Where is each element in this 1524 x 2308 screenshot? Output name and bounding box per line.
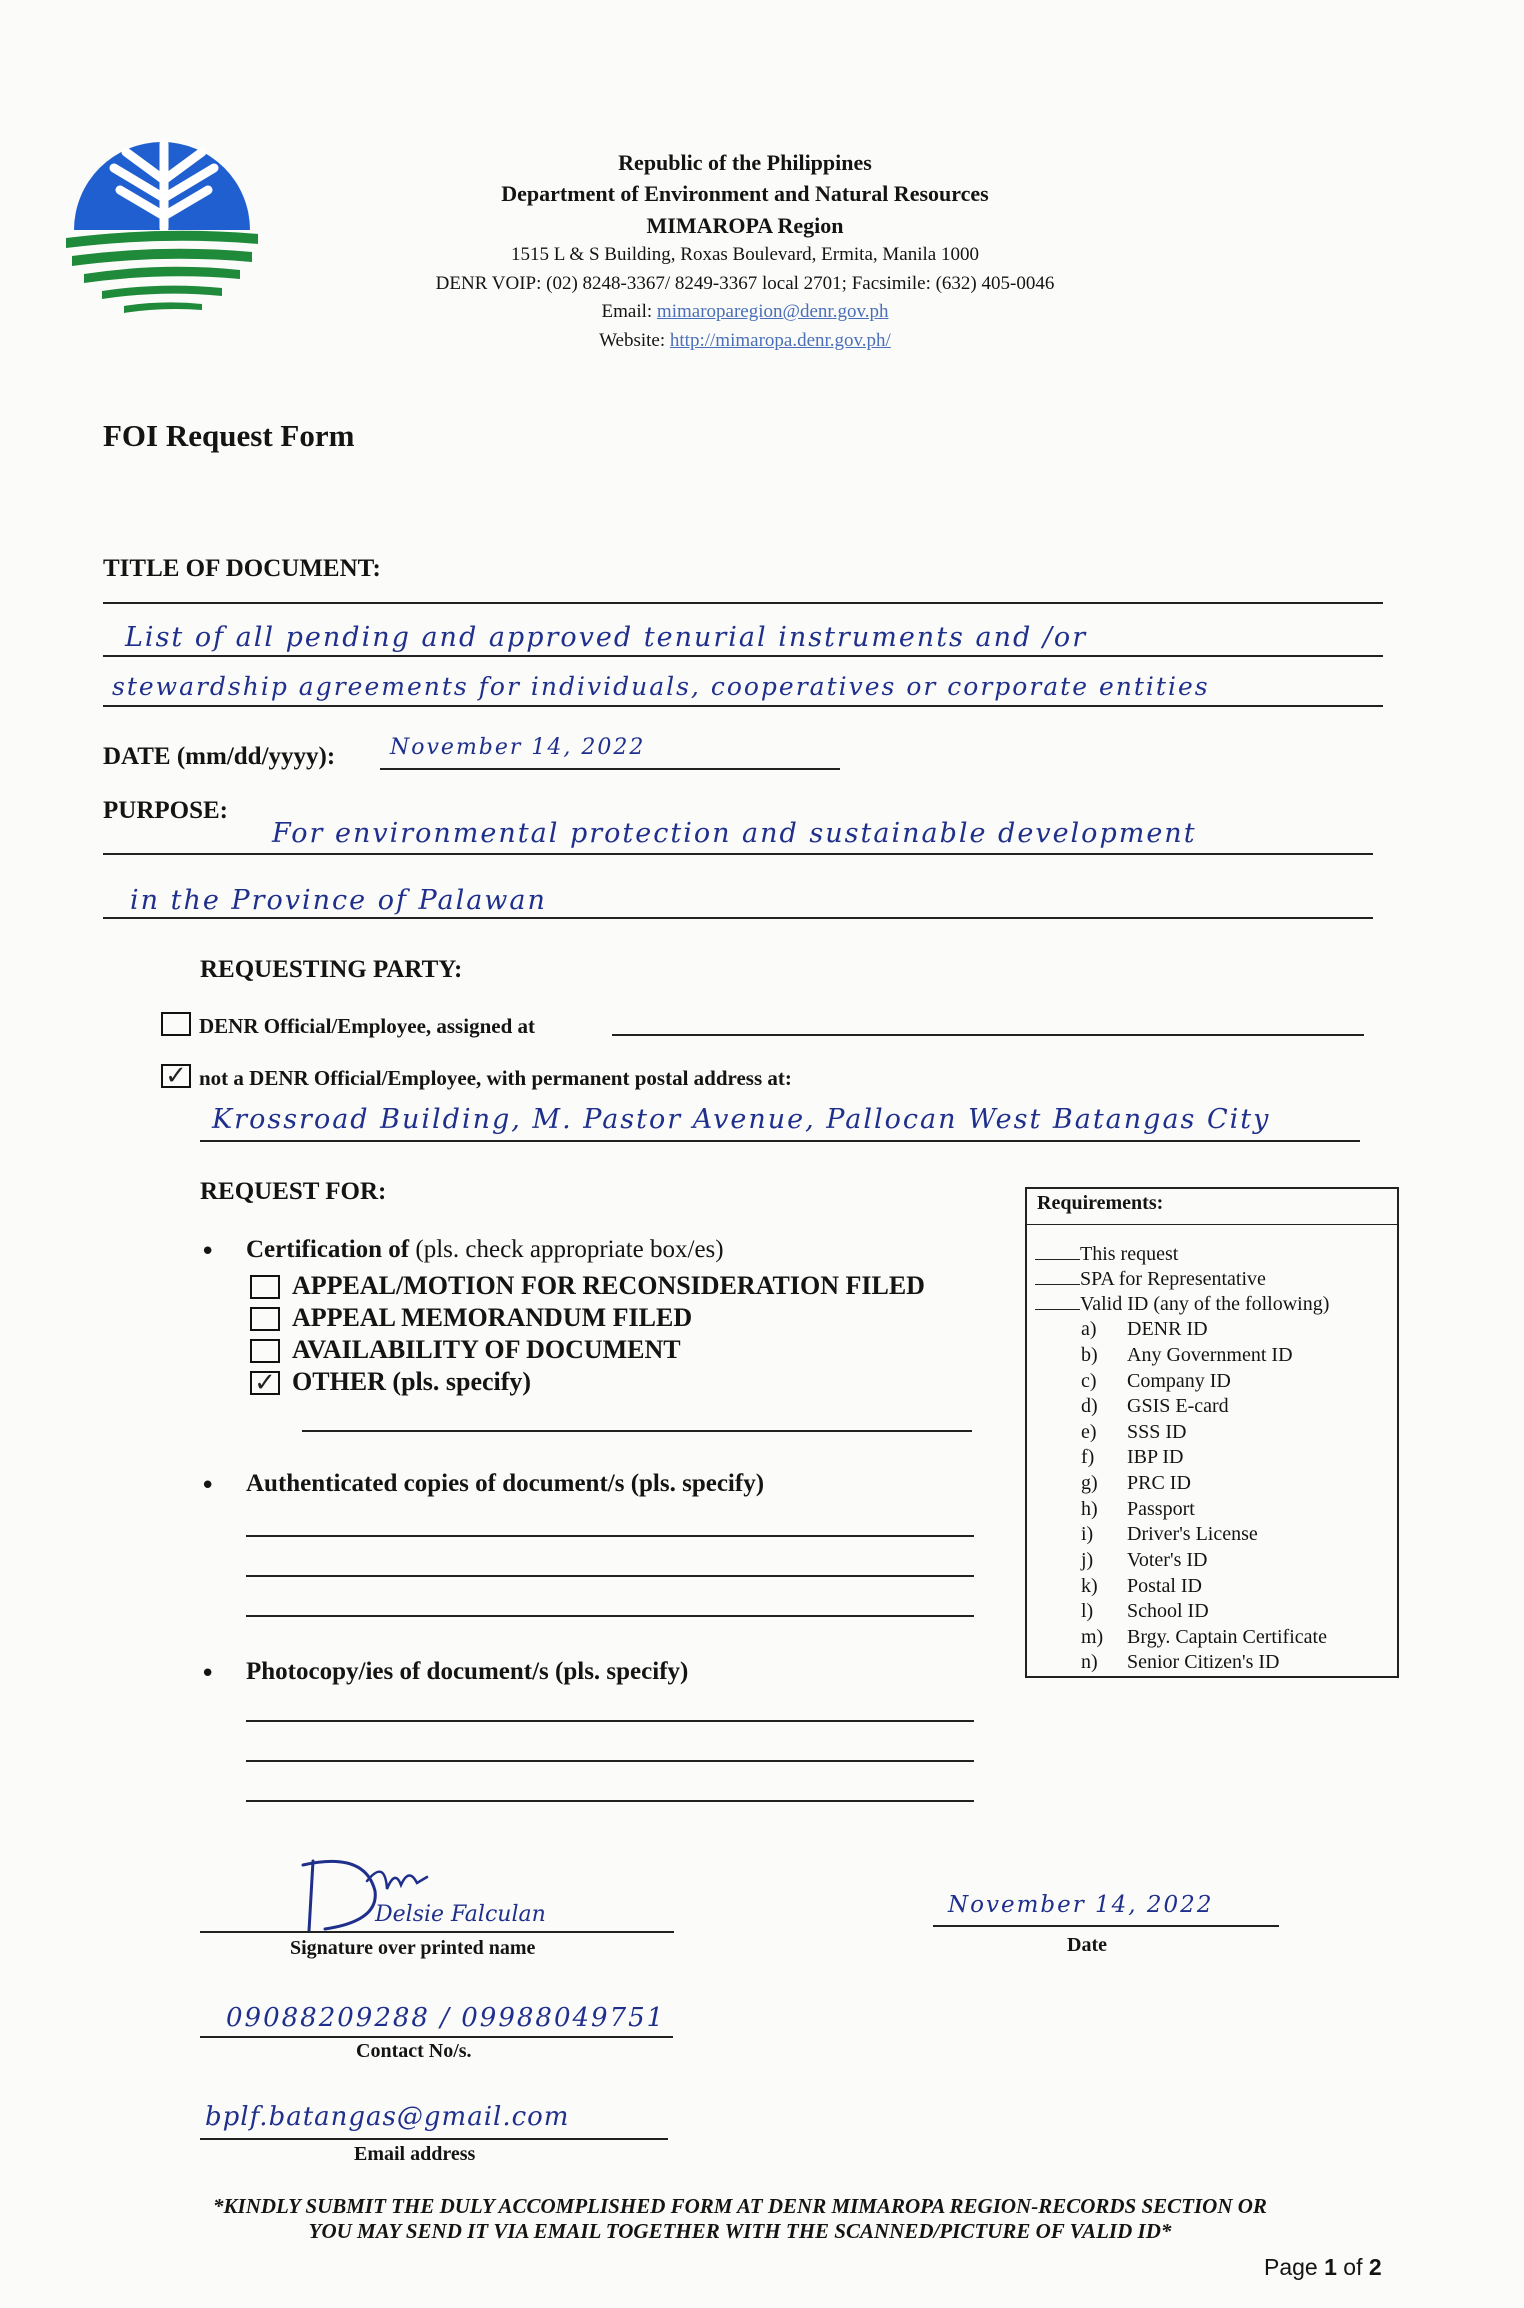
purpose-value-line2[interactable]: in the Province of Palawan bbox=[130, 885, 547, 916]
header-address: 1515 L & S Building, Roxas Boulevard, Ermita, Manila 1000 bbox=[511, 244, 979, 265]
photocopy-line-1 bbox=[246, 1720, 974, 1722]
contact-line bbox=[200, 2036, 673, 2038]
title-line-2 bbox=[103, 705, 1383, 707]
title-value-line2[interactable]: stewardship agreements for individuals, cooperatives or corporate entities bbox=[112, 672, 1210, 701]
contact-value[interactable]: 09088209288 / 09988049751 bbox=[226, 2003, 666, 2033]
denr-logo bbox=[62, 138, 262, 318]
valid-id-text: Any Government ID bbox=[1127, 1344, 1293, 1366]
requirement-item bbox=[1035, 1243, 1178, 1266]
valid-id-item bbox=[1081, 1318, 1208, 1341]
valid-id-key: i) bbox=[1081, 1523, 1094, 1545]
valid-id-text: DENR ID bbox=[1127, 1318, 1208, 1340]
valid-id-item bbox=[1081, 1575, 1202, 1598]
availability-checkbox[interactable] bbox=[250, 1339, 280, 1363]
date-value[interactable]: November 14, 2022 bbox=[390, 735, 646, 760]
valid-id-item bbox=[1081, 1600, 1209, 1623]
bullet-authenticated: • bbox=[200, 1471, 216, 1501]
valid-id-key: l) bbox=[1081, 1600, 1094, 1622]
title-line-1 bbox=[103, 655, 1383, 657]
valid-id-key: n) bbox=[1081, 1651, 1098, 1673]
denr-employee-label: DENR Official/Employee, assigned at bbox=[199, 1014, 535, 1038]
signature-label: Signature over printed name bbox=[290, 1937, 536, 1959]
purpose-label: PURPOSE: bbox=[103, 797, 228, 824]
valid-id-key: j) bbox=[1081, 1549, 1094, 1571]
header-email-link[interactable]: mimaroparegion@denr.gov.ph bbox=[656, 301, 889, 322]
valid-id-text: Senior Citizen's ID bbox=[1127, 1651, 1280, 1673]
email-value[interactable]: bplf.batangas@gmail.com bbox=[205, 2102, 570, 2132]
form-title: FOI Request Form bbox=[103, 418, 355, 453]
not-denr-employee-checkbox[interactable] bbox=[161, 1061, 191, 1091]
valid-id-item bbox=[1081, 1446, 1183, 1469]
valid-id-text: Postal ID bbox=[1127, 1575, 1202, 1597]
valid-id-item bbox=[1081, 1370, 1231, 1393]
valid-id-key: g) bbox=[1081, 1472, 1098, 1494]
check-icon: ✓ bbox=[254, 1368, 276, 1398]
header-department: Department of Environment and Natural Resources bbox=[501, 181, 989, 206]
footnote-line2: YOU MAY SEND IT VIA EMAIL TOGETHER WITH THE SCANNED/PICTURE OF VALID ID* bbox=[308, 2219, 1172, 2243]
purpose-value-line1[interactable]: For environmental protection and sustainable development bbox=[272, 818, 1197, 849]
other-label: OTHER (pls. specify) bbox=[292, 1367, 532, 1396]
valid-id-text: GSIS E-card bbox=[1127, 1395, 1229, 1417]
requirements-title: Requirements: bbox=[1037, 1192, 1164, 1214]
footnote-line1: *KINDLY SUBMIT THE DULY ACCOMPLISHED FORM AT DENR MIMAROPA REGION-RECORDS SECTION OR bbox=[213, 2194, 1267, 2218]
certification-heading bbox=[246, 1236, 724, 1264]
title-value-line1[interactable]: List of all pending and approved tenurial instruments and /or bbox=[125, 622, 1088, 653]
title-line-0 bbox=[103, 602, 1383, 604]
header-region: MIMAROPA Region bbox=[646, 213, 844, 238]
valid-id-text: Company ID bbox=[1127, 1370, 1231, 1392]
date-signature-label: Date bbox=[1067, 1934, 1107, 1956]
postal-address-value[interactable]: Krossroad Building, M. Pastor Avenue, Pallocan West Batangas City bbox=[212, 1104, 1271, 1135]
appeal-memorandum-label: APPEAL MEMORANDUM FILED bbox=[292, 1303, 693, 1332]
header-website bbox=[280, 330, 1210, 352]
other-checkbox[interactable] bbox=[250, 1368, 280, 1398]
postal-address-line bbox=[200, 1140, 1360, 1142]
valid-id-key: e) bbox=[1081, 1421, 1097, 1443]
bullet-photocopy: • bbox=[200, 1659, 216, 1689]
page-current: 1 bbox=[1324, 2254, 1337, 2280]
valid-id-item bbox=[1081, 1626, 1327, 1649]
valid-id-item bbox=[1081, 1498, 1195, 1521]
valid-id-key: k) bbox=[1081, 1575, 1098, 1597]
requirement-item bbox=[1035, 1293, 1329, 1316]
valid-id-item bbox=[1081, 1472, 1191, 1495]
valid-id-item bbox=[1081, 1421, 1186, 1444]
valid-id-item bbox=[1081, 1651, 1279, 1674]
requirement-item bbox=[1035, 1268, 1266, 1291]
title-of-document-label: TITLE OF DOCUMENT: bbox=[103, 555, 381, 582]
header-email bbox=[280, 301, 1210, 323]
authenticated-line-1 bbox=[246, 1535, 974, 1537]
photocopy-label: Photocopy/ies of document/s (pls. specify) bbox=[246, 1658, 689, 1685]
appeal-memorandum-checkbox[interactable] bbox=[250, 1307, 280, 1331]
requesting-party-label: REQUESTING PARTY: bbox=[200, 956, 463, 983]
authenticated-line-2 bbox=[246, 1575, 974, 1577]
valid-id-text: School ID bbox=[1127, 1600, 1209, 1622]
valid-id-key: a) bbox=[1081, 1318, 1097, 1340]
purpose-line-2 bbox=[103, 917, 1373, 919]
valid-id-text: PRC ID bbox=[1127, 1472, 1191, 1494]
requirements-divider bbox=[1025, 1224, 1399, 1225]
not-denr-employee-label: not a DENR Official/Employee, with permanent postal address at: bbox=[199, 1066, 792, 1090]
valid-id-text: Driver's License bbox=[1127, 1523, 1258, 1545]
valid-id-key: h) bbox=[1081, 1498, 1098, 1520]
header-website-label: Website: bbox=[599, 330, 666, 351]
appeal-motion-label: APPEAL/MOTION FOR RECONSIDERATION FILED bbox=[292, 1271, 925, 1300]
appeal-motion-checkbox[interactable] bbox=[250, 1275, 280, 1299]
date-line bbox=[380, 768, 840, 770]
signature-line bbox=[200, 1931, 674, 1933]
page-total: 2 bbox=[1368, 2254, 1382, 2280]
page-prefix: Page bbox=[1264, 2254, 1318, 2280]
header-website-link[interactable]: http://mimaropa.denr.gov.ph/ bbox=[669, 330, 891, 351]
page-of: of bbox=[1343, 2254, 1363, 2280]
date-signature-line bbox=[933, 1925, 1279, 1927]
check-icon: ✓ bbox=[165, 1061, 187, 1091]
valid-id-item bbox=[1081, 1523, 1258, 1546]
valid-id-key: f) bbox=[1081, 1446, 1095, 1468]
other-specify-line bbox=[302, 1430, 972, 1432]
requirement-text: Valid ID (any of the following) bbox=[1080, 1293, 1330, 1315]
requirement-text: This request bbox=[1080, 1243, 1179, 1265]
valid-id-key: d) bbox=[1081, 1395, 1098, 1417]
valid-id-text: Voter's ID bbox=[1127, 1549, 1208, 1571]
header-phone: DENR VOIP: (02) 8248-3367/ 8249-3367 local 2701; Facsimile: (632) 405-0046 bbox=[435, 273, 1055, 294]
request-for-label: REQUEST FOR: bbox=[200, 1178, 387, 1205]
valid-id-key: c) bbox=[1081, 1370, 1097, 1392]
purpose-line-1 bbox=[103, 853, 1373, 855]
valid-id-item bbox=[1081, 1549, 1207, 1572]
authenticated-label: Authenticated copies of document/s (pls. specify) bbox=[246, 1470, 765, 1497]
header-email-label: Email: bbox=[601, 301, 653, 322]
printed-name: Delsie Falculan bbox=[375, 1902, 546, 1927]
availability-label: AVAILABILITY OF DOCUMENT bbox=[292, 1335, 681, 1364]
valid-id-text: Brgy. Captain Certificate bbox=[1127, 1626, 1327, 1648]
valid-id-item bbox=[1081, 1344, 1293, 1367]
valid-id-text: SSS ID bbox=[1127, 1421, 1187, 1443]
requirement-blank[interactable] bbox=[1035, 1284, 1080, 1285]
assigned-at-line bbox=[612, 1034, 1364, 1036]
valid-id-text: Passport bbox=[1127, 1498, 1195, 1520]
certification-hint: (pls. check appropriate box/es) bbox=[415, 1236, 724, 1263]
contact-label: Contact No/s. bbox=[356, 2040, 472, 2062]
photocopy-line-3 bbox=[246, 1800, 974, 1802]
page-number bbox=[1264, 2254, 1382, 2281]
signature-date-value[interactable]: November 14, 2022 bbox=[948, 1892, 1214, 1918]
bullet-certification: • bbox=[200, 1237, 216, 1267]
photocopy-line-2 bbox=[246, 1760, 974, 1762]
requirement-text: SPA for Representative bbox=[1080, 1268, 1266, 1290]
requirement-blank[interactable] bbox=[1035, 1259, 1080, 1260]
header-republic: Republic of the Philippines bbox=[618, 150, 872, 175]
email-line bbox=[200, 2138, 668, 2140]
requirement-blank[interactable] bbox=[1035, 1309, 1080, 1310]
authenticated-line-3 bbox=[246, 1615, 974, 1617]
valid-id-key: m) bbox=[1081, 1626, 1104, 1648]
date-label: DATE (mm/dd/yyyy): bbox=[103, 743, 336, 770]
email-label: Email address bbox=[354, 2143, 476, 2165]
valid-id-text: IBP ID bbox=[1127, 1446, 1184, 1468]
denr-employee-checkbox[interactable] bbox=[161, 1012, 191, 1036]
certification-label: Certification of bbox=[246, 1236, 410, 1263]
valid-id-key: b) bbox=[1081, 1344, 1098, 1366]
valid-id-item bbox=[1081, 1395, 1229, 1418]
